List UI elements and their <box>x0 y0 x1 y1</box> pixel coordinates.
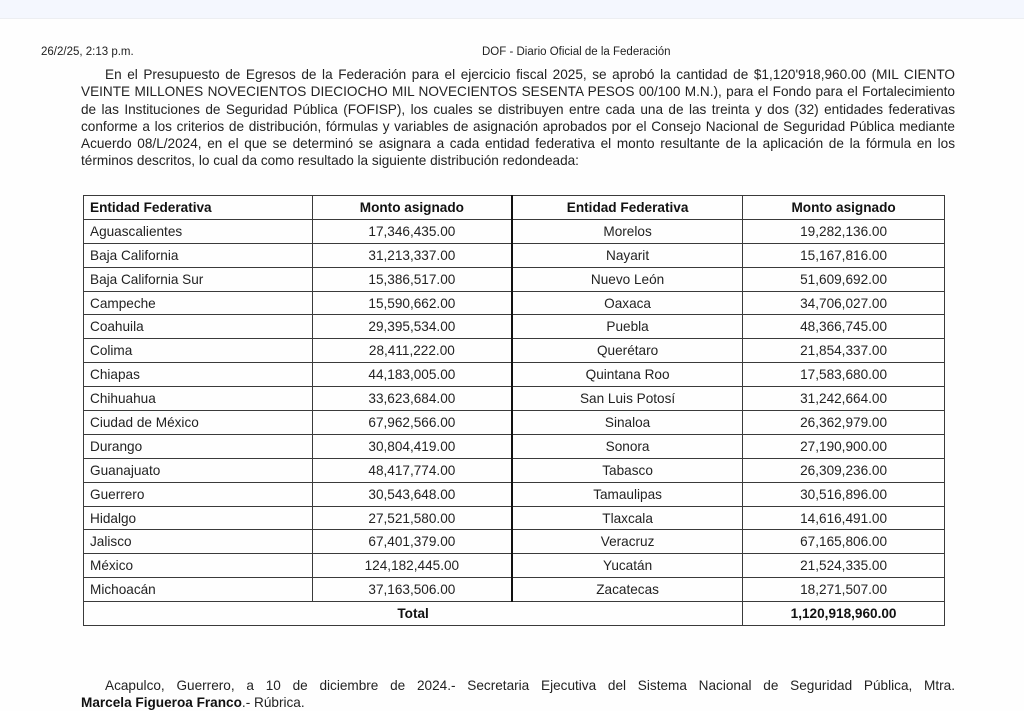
amount-left-cell: 67,401,379.00 <box>312 530 512 554</box>
entity-right-cell: Morelos <box>512 219 743 243</box>
amount-right-cell: 19,282,136.00 <box>743 219 945 243</box>
table-row <box>84 482 945 506</box>
entity-left-cell: Guerrero <box>84 482 313 506</box>
entity-right-cell: Tamaulipas <box>512 482 743 506</box>
entity-left-cell: Aguascalientes <box>84 219 313 243</box>
amount-right-cell: 67,165,806.00 <box>743 530 945 554</box>
entity-left-cell: Chiapas <box>84 363 313 387</box>
table-header-row <box>84 196 945 220</box>
entity-left-cell: México <box>84 554 313 578</box>
table-row <box>84 387 945 411</box>
entity-left-cell: Chihuahua <box>84 387 313 411</box>
table-row <box>84 243 945 267</box>
table-row <box>84 267 945 291</box>
entity-left-cell: Colima <box>84 339 313 363</box>
header-entity-left: Entidad Federativa <box>84 196 313 220</box>
closing-paragraph <box>81 677 955 694</box>
amount-left-cell: 48,417,774.00 <box>312 458 512 482</box>
amount-right-cell: 15,167,816.00 <box>743 243 945 267</box>
amount-right-cell: 27,190,900.00 <box>743 434 945 458</box>
entity-right-cell: Sonora <box>512 434 743 458</box>
header-entity-right: Entidad Federativa <box>512 196 743 220</box>
amount-left-cell: 28,411,222.00 <box>312 339 512 363</box>
signer-name: Marcela Figueroa Franco <box>81 695 242 710</box>
table-row <box>84 291 945 315</box>
amount-left-cell: 44,183,005.00 <box>312 363 512 387</box>
amount-left-cell: 29,395,534.00 <box>312 315 512 339</box>
entity-left-cell: Coahuila <box>84 315 313 339</box>
total-amount: 1,120,918,960.00 <box>743 602 945 626</box>
table-row <box>84 315 945 339</box>
amount-right-cell: 18,271,507.00 <box>743 578 945 602</box>
amount-left-cell: 17,346,435.00 <box>312 219 512 243</box>
entity-left-cell: Jalisco <box>84 530 313 554</box>
entity-left-cell: Hidalgo <box>84 506 313 530</box>
entity-left-cell: Guanajuato <box>84 458 313 482</box>
entity-right-cell: Nuevo León <box>512 267 743 291</box>
entity-left-cell: Campeche <box>84 291 313 315</box>
header-amount-right: Monto asignado <box>743 196 945 220</box>
entity-right-cell: Nayarit <box>512 243 743 267</box>
table-row <box>84 434 945 458</box>
print-header <box>0 45 1024 61</box>
entity-right-cell: Querétaro <box>512 339 743 363</box>
amount-right-cell: 26,309,236.00 <box>743 458 945 482</box>
distribution-table <box>83 195 945 626</box>
amount-right-cell: 51,609,692.00 <box>743 267 945 291</box>
amount-right-cell: 26,362,979.00 <box>743 411 945 435</box>
signature-note: .- Rúbrica. <box>241 695 305 710</box>
table-row <box>84 578 945 602</box>
amount-right-cell: 31,242,664.00 <box>743 387 945 411</box>
closing-text: Acapulco, Guerrero, a 10 de diciembre de 2024.- Secretaria Ejecutiva del Sistema Nacional de Seguridad Pública, Mtra. <box>105 678 955 693</box>
amount-left-cell: 30,804,419.00 <box>312 434 512 458</box>
browser-top-bar <box>0 0 1024 19</box>
amount-left-cell: 27,521,580.00 <box>312 506 512 530</box>
table-row <box>84 363 945 387</box>
signature-line <box>81 694 305 711</box>
amount-left-cell: 67,962,566.00 <box>312 411 512 435</box>
amount-left-cell: 124,182,445.00 <box>312 554 512 578</box>
entity-right-cell: Oaxaca <box>512 291 743 315</box>
amount-left-cell: 15,590,662.00 <box>312 291 512 315</box>
amount-right-cell: 30,516,896.00 <box>743 482 945 506</box>
amount-left-cell: 15,386,517.00 <box>312 267 512 291</box>
entity-right-cell: Sinaloa <box>512 411 743 435</box>
table-row <box>84 339 945 363</box>
table-row <box>84 506 945 530</box>
intro-paragraph <box>81 66 955 170</box>
entity-right-cell: Zacatecas <box>512 578 743 602</box>
table-row <box>84 554 945 578</box>
table-row <box>84 219 945 243</box>
intro-text: En el Presupuesto de Egresos de la Federación para el ejercicio fiscal 2025, se aprobó la cantidad de $1,120'918,960.00 (MIL CIENTO VEINTE MILLONES NOVECIENTOS DIECIOCHO MIL NOVECIENTOS SESENTA PESOS 00/100 M.N.), para el Fondo para el Fortalecimiento de las Instituciones de Seguridad Pública (FOFISP), los cuales se distribuyen entre cada una de las treinta y dos (32) entidades federativas conforme a los criterios de distribución, fórmulas y variables de asignación aprobados por el Consejo Nacional de Seguridad Pública mediante Acuerdo 08/L/2024, en el que se determinó se asignara a cada entidad federativa el monto resultante de la aplicación de la fórmula en los términos descritos, lo cual da como resultado la siguiente distribución redondeada: <box>81 67 955 169</box>
amount-right-cell: 14,616,491.00 <box>743 506 945 530</box>
table-row <box>84 458 945 482</box>
entity-right-cell: Yucatán <box>512 554 743 578</box>
amount-right-cell: 21,854,337.00 <box>743 339 945 363</box>
entity-right-cell: San Luis Potosí <box>512 387 743 411</box>
print-title: DOF - Diario Oficial de la Federación <box>482 46 671 58</box>
header-amount-left: Monto asignado <box>312 196 512 220</box>
entity-right-cell: Tabasco <box>512 458 743 482</box>
entity-left-cell: Baja California Sur <box>84 267 313 291</box>
table-row <box>84 411 945 435</box>
amount-right-cell: 34,706,027.00 <box>743 291 945 315</box>
total-row <box>84 602 945 626</box>
print-date: 26/2/25, 2:13 p.m. <box>41 46 134 58</box>
entity-left-cell: Michoacán <box>84 578 313 602</box>
amount-left-cell: 37,163,506.00 <box>312 578 512 602</box>
entity-left-cell: Baja California <box>84 243 313 267</box>
amount-left-cell: 31,213,337.00 <box>312 243 512 267</box>
entity-left-cell: Durango <box>84 434 313 458</box>
entity-right-cell: Quintana Roo <box>512 363 743 387</box>
table-row <box>84 530 945 554</box>
entity-left-cell: Ciudad de México <box>84 411 313 435</box>
entity-right-cell: Tlaxcala <box>512 506 743 530</box>
entity-right-cell: Veracruz <box>512 530 743 554</box>
total-label: Total <box>84 602 743 626</box>
entity-right-cell: Puebla <box>512 315 743 339</box>
amount-right-cell: 48,366,745.00 <box>743 315 945 339</box>
amount-right-cell: 17,583,680.00 <box>743 363 945 387</box>
amount-left-cell: 33,623,684.00 <box>312 387 512 411</box>
amount-right-cell: 21,524,335.00 <box>743 554 945 578</box>
amount-left-cell: 30,543,648.00 <box>312 482 512 506</box>
